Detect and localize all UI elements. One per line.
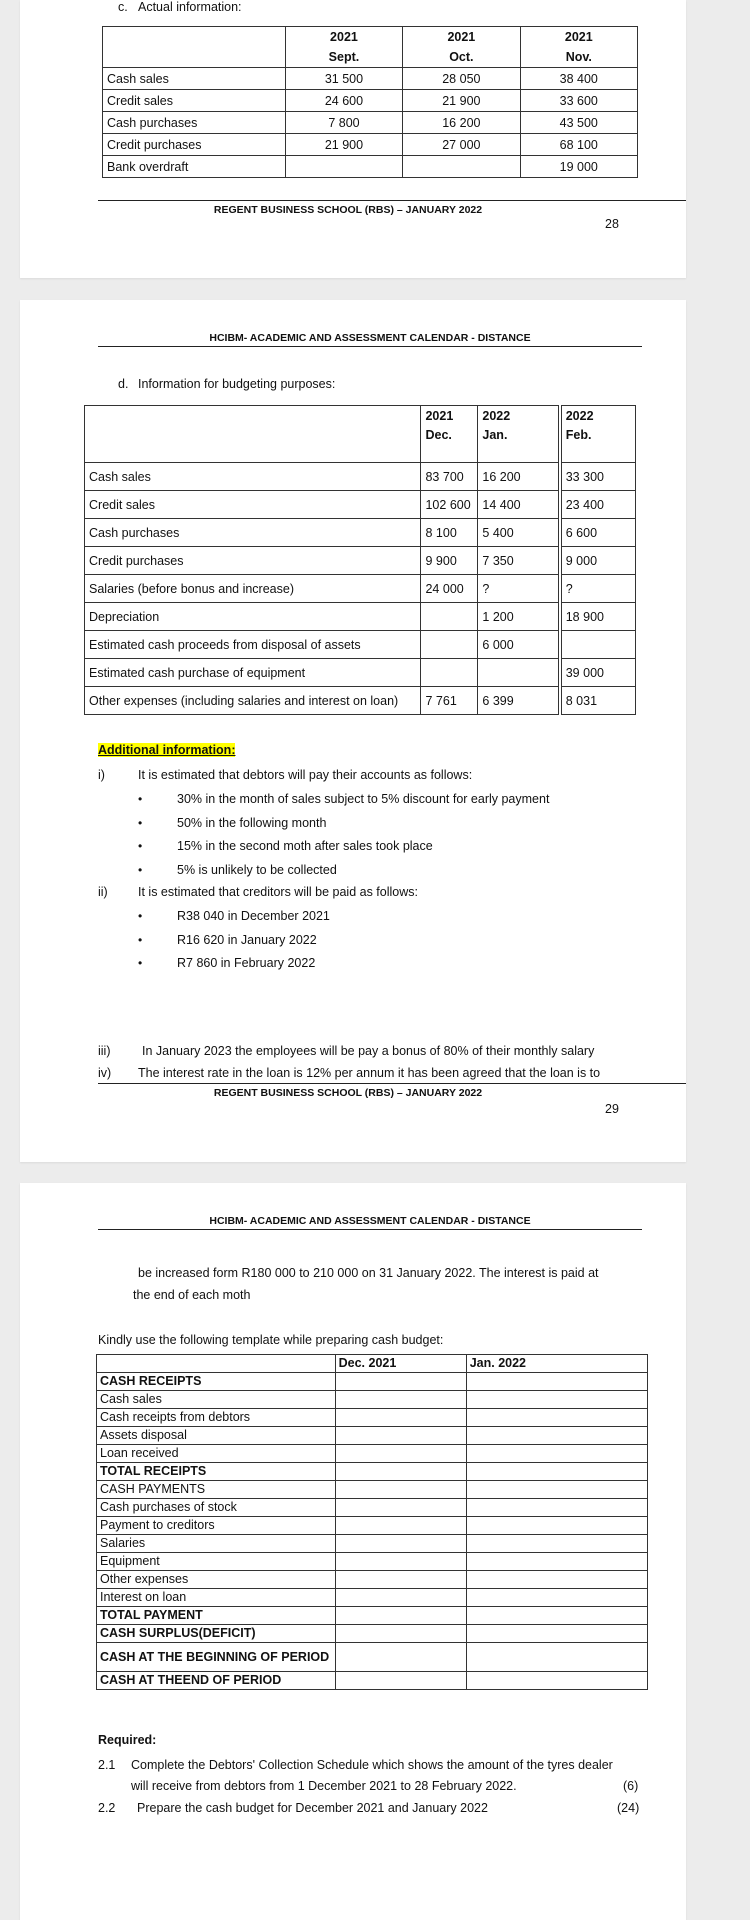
cell-value: 7 761 [421,687,478,715]
row-label: Bank overdraft [103,156,286,178]
table-row [85,519,636,547]
row-label: Credit purchases [103,134,286,156]
input-cell [335,1553,466,1571]
cell-value: 33 300 [560,463,636,491]
cell-value: 24 600 [285,90,402,112]
bullet-text: R16 620 in January 2022 [177,933,317,947]
cell-value: ? [560,575,636,603]
section-d-label: d. [118,377,129,391]
row-label: Cash purchases of stock [97,1499,336,1517]
row-label: Estimated cash proceeds from disposal of assets [85,631,421,659]
row-label: Credit sales [103,90,286,112]
input-cell [335,1481,466,1499]
cash-budget-template [96,1354,648,1690]
table-row [85,491,636,519]
col-header: Jan. 2022 [466,1355,647,1373]
input-cell [335,1373,466,1391]
input-cell [466,1643,647,1672]
footer-rule [98,1083,686,1084]
question-number: 2.2 [98,1801,116,1815]
cell-value: ? [478,575,560,603]
table-header [85,406,636,463]
input-cell [335,1409,466,1427]
table-row [97,1481,648,1499]
table-row [85,547,636,575]
item-number: iii) [98,1044,111,1058]
cell-value: 7 350 [478,547,560,575]
input-cell [335,1625,466,1643]
row-label: Equipment [97,1553,336,1571]
cell-value: 28 050 [403,68,520,90]
header-rule [98,1229,642,1230]
input-cell [466,1463,647,1481]
input-cell [335,1643,466,1672]
table-row [97,1643,648,1672]
bullet-text: R38 040 in December 2021 [177,909,330,923]
input-cell [335,1535,466,1553]
page-number: 29 [605,1102,619,1116]
row-label: Other expenses [97,1571,336,1589]
page-header: HCIBM- ACADEMIC AND ASSESSMENT CALENDAR - DISTANCE [209,332,531,344]
table-row [97,1463,648,1481]
row-label: Depreciation [85,603,421,631]
row-label: CASH PAYMENTS [97,1481,336,1499]
input-cell [466,1409,647,1427]
table-row [97,1535,648,1553]
row-label: Salaries [97,1535,336,1553]
cell-value: 16 200 [478,463,560,491]
col-header [560,406,636,463]
col-header-month: Feb. [565,428,592,442]
row-label: Cash receipts from debtors [97,1409,336,1427]
input-cell [466,1535,647,1553]
table-header-blank [103,47,286,68]
question-text: will receive from debtors from 1 December 2021 to 28 February 2022. [131,1779,517,1793]
item-text: In January 2023 the employees will be pay a bonus of 80% of their monthly salary [142,1044,595,1058]
row-label: TOTAL PAYMENT [97,1607,336,1625]
cell-value: 1 200 [478,603,560,631]
cell-value: 31 500 [285,68,402,90]
row-label: Cash purchases [103,112,286,134]
cell-value: 8 100 [421,519,478,547]
table-header-blank [85,406,421,463]
input-cell [466,1607,647,1625]
table-row [97,1409,648,1427]
bullet-text: 15% in the second moth after sales took place [177,839,433,853]
continued-text: the end of each moth [133,1288,251,1302]
bullet-dot: • [138,933,143,947]
template-header [97,1355,648,1373]
table-row [85,659,636,687]
table-row [97,1553,648,1571]
cell-value: 21 900 [285,134,402,156]
bullet-text: 5% is unlikely to be collected [177,863,337,877]
cell-value: 39 000 [560,659,636,687]
row-label: Cash sales [103,68,286,90]
cell-value [421,603,478,631]
cell-value: 18 900 [560,603,636,631]
row-label: Other expenses (including salaries and interest on loan) [85,687,421,715]
cell-value: 21 900 [403,90,520,112]
input-cell [335,1427,466,1445]
cell-value: 19 000 [520,156,637,178]
input-cell [335,1463,466,1481]
col-header-month: Oct. [403,47,520,68]
actual-info-table [102,26,638,178]
required-title: Required: [98,1733,157,1747]
input-cell [466,1481,647,1499]
input-cell [335,1571,466,1589]
item-text: The interest rate in the loan is 12% per annum it has been agreed that the loan is to [138,1066,601,1080]
table-row [85,631,636,659]
row-label: Cash purchases [85,519,421,547]
page-footer: REGENT BUSINESS SCHOOL (RBS) – JANUARY 2022 [213,204,483,216]
bullet-dot: • [138,863,143,877]
input-cell [335,1517,466,1535]
table-row [85,463,636,491]
budget-info-table [84,405,636,715]
item-number: ii) [98,885,108,899]
row-label: Cash sales [85,463,421,491]
continued-text: be increased form R180 000 to 210 000 on 31 January 2022. The interest is paid at [138,1266,599,1280]
template-header-blank [97,1355,336,1373]
row-label: CASH AT THEEND OF PERIOD [97,1672,336,1690]
section-c-label: c. [118,0,128,14]
row-label: Payment to creditors [97,1517,336,1535]
cell-value: 6 000 [478,631,560,659]
table-row [97,1517,648,1535]
table-row [97,1607,648,1625]
page-footer: REGENT BUSINESS SCHOOL (RBS) – JANUARY 2022 [213,1087,483,1099]
question-marks: (6) [623,1779,639,1793]
col-header: Dec. 2021 [335,1355,466,1373]
input-cell [466,1427,647,1445]
bullet-text: R7 860 in February 2022 [177,956,316,970]
question-text: Prepare the cash budget for December 2021 and January 2022 [137,1801,488,1815]
page-29 [20,300,686,1162]
cell-value [403,156,520,178]
table-row [97,1571,648,1589]
item-text: It is estimated that debtors will pay their accounts as follows: [138,768,473,782]
row-label: Credit sales [85,491,421,519]
cell-value [285,156,402,178]
table-row [85,575,636,603]
cell-value: 23 400 [560,491,636,519]
input-cell [466,1499,647,1517]
bullet-dot: • [138,792,143,806]
cell-value [560,631,636,659]
cell-value: 9 000 [560,547,636,575]
row-label: CASH AT THE BEGINNING OF PERIOD [97,1643,336,1672]
col-header-month: Sept. [285,47,402,68]
col-header-year: 2022 [482,409,511,423]
row-label: TOTAL RECEIPTS [97,1463,336,1481]
bullet-dot: • [138,816,143,830]
col-header-year: 2021 [285,27,402,48]
cell-value [478,659,560,687]
section-d-title: Information for budgeting purposes: [138,377,336,391]
cell-value: 8 031 [560,687,636,715]
table-row [97,1499,648,1517]
row-label: Estimated cash purchase of equipment [85,659,421,687]
table-row [103,134,638,156]
col-header-year: 2021 [520,27,637,48]
table-row [97,1589,648,1607]
bullet-text: 30% in the month of sales subject to 5% discount for early payment [177,792,550,806]
table-row [97,1427,648,1445]
table-row [103,156,638,178]
row-label: Loan received [97,1445,336,1463]
cell-value: 102 600 [421,491,478,519]
table-row [97,1445,648,1463]
table-header-blank [103,27,286,48]
table-header-years [103,27,638,48]
cell-value: 24 000 [421,575,478,603]
bullet-dot: • [138,839,143,853]
row-label: CASH SURPLUS(DEFICIT) [97,1625,336,1643]
input-cell [335,1589,466,1607]
table-row [85,603,636,631]
col-header [421,406,478,463]
row-label: Interest on loan [97,1589,336,1607]
bullet-dot: • [138,909,143,923]
page-header: HCIBM- ACADEMIC AND ASSESSMENT CALENDAR - DISTANCE [209,1215,531,1227]
page-28 [20,0,686,278]
footer-rule [98,200,686,201]
cell-value [421,659,478,687]
row-label: CASH RECEIPTS [97,1373,336,1391]
cell-value: 6 600 [560,519,636,547]
cell-value: 16 200 [403,112,520,134]
input-cell [335,1607,466,1625]
table-row [103,112,638,134]
input-cell [335,1445,466,1463]
row-label: Assets disposal [97,1427,336,1445]
table-row [85,687,636,715]
table-row [103,68,638,90]
item-text: It is estimated that creditors will be paid as follows: [138,885,418,899]
additional-info-title: Additional information: [98,743,236,757]
table-row [97,1625,648,1643]
page-30 [20,1183,686,1920]
input-cell [466,1373,647,1391]
section-c-title: Actual information: [138,0,242,14]
input-cell [466,1445,647,1463]
input-cell [335,1672,466,1690]
input-cell [466,1553,647,1571]
cell-value: 7 800 [285,112,402,134]
input-cell [466,1672,647,1690]
col-header-month: Jan. [482,428,508,442]
cell-value: 83 700 [421,463,478,491]
input-cell [466,1589,647,1607]
input-cell [466,1517,647,1535]
table-row [97,1672,648,1690]
cell-value: 14 400 [478,491,560,519]
cell-value: 68 100 [520,134,637,156]
row-label: Cash sales [97,1391,336,1409]
page-number: 28 [605,217,619,231]
item-number: i) [98,768,105,782]
input-cell [466,1571,647,1589]
col-header [478,406,560,463]
header-rule [98,346,642,347]
input-cell [466,1625,647,1643]
cell-value: 9 900 [421,547,478,575]
question-text: Complete the Debtors' Collection Schedule which shows the amount of the tyres dealer [131,1758,613,1772]
question-number: 2.1 [98,1758,116,1772]
table-row [97,1391,648,1409]
col-header-year: 2021 [403,27,520,48]
item-number: iv) [98,1066,112,1080]
cell-value: 43 500 [520,112,637,134]
cell-value: 5 400 [478,519,560,547]
table-row [97,1373,648,1391]
col-header-month: Dec. [425,428,452,442]
col-header-year: 2022 [565,409,594,423]
col-header-month: Nov. [520,47,637,68]
input-cell [466,1391,647,1409]
cell-value: 27 000 [403,134,520,156]
bullet-dot: • [138,956,143,970]
cell-value: 33 600 [520,90,637,112]
row-label: Salaries (before bonus and increase) [85,575,421,603]
bullet-text: 50% in the following month [177,816,327,830]
input-cell [335,1499,466,1517]
cell-value [421,631,478,659]
table-row [103,90,638,112]
col-header-year: 2021 [425,409,454,423]
cell-value: 38 400 [520,68,637,90]
row-label: Credit purchases [85,547,421,575]
template-intro: Kindly use the following template while preparing cash budget: [98,1333,444,1347]
input-cell [335,1391,466,1409]
cell-value: 6 399 [478,687,560,715]
table-header-months [103,47,638,68]
question-marks: (24) [617,1801,640,1815]
